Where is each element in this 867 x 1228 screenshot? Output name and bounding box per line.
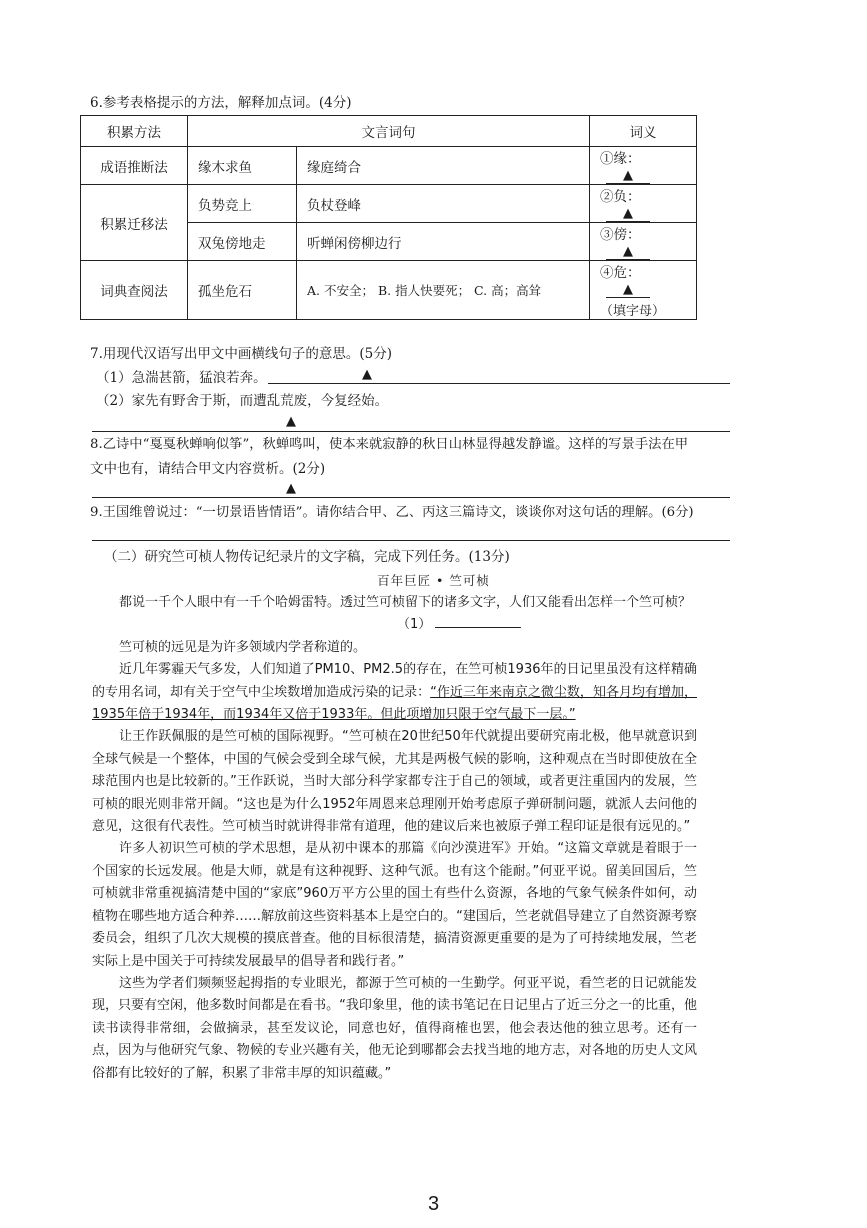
blank-line[interactable]	[435, 615, 521, 628]
answer-mark: ▲	[286, 481, 296, 496]
table-row	[81, 147, 697, 185]
header-method: 积累方法	[81, 116, 188, 147]
q6-prompt: 6.参考表格提示的方法，解释加点词。(4分)	[90, 95, 352, 111]
q7-item-1: （1）急湍甚箭，猛浪若奔。	[96, 370, 267, 386]
answer-blank[interactable]: ▲	[606, 168, 650, 184]
blank-label: （1）	[397, 617, 432, 633]
header-sentence: 文言词句	[188, 116, 590, 147]
q8-prompt-line1: 8.乙诗中“戛戛秋蝉响似筝”，秋蝉鸣叫，使本来就寂静的秋日山林显得越发静谧。这样的写景手法在甲	[90, 437, 689, 452]
method-cell: 成语推断法	[81, 147, 188, 185]
sentence-cell: 负杖登峰	[297, 185, 590, 223]
answer-blank[interactable]: ▲	[606, 282, 650, 298]
q6-table	[80, 115, 697, 320]
paragraph-text: 近几年雾霾天气多发，人们知道了PM10、PM2.5的存在，在竺可桢1936年的日记里虽没有这样精确的专用名词，却有关于空气中尘埃数增加造成污染的记录：	[92, 662, 697, 700]
answer-line[interactable]	[92, 431, 730, 432]
q7-item-2: （2）家先有野舍于斯，而遭乱荒废，今复经始。	[96, 393, 389, 409]
answer-line[interactable]	[268, 383, 730, 384]
answer-cell	[590, 261, 697, 320]
answer-label: ②负：	[600, 189, 641, 205]
answer-line[interactable]	[92, 540, 730, 541]
underlined-quote: “作近三年来南京之微尘数，知各月均有增加，1935年倍于1934年，而1934年又倍于1933年。但此项增加只限于空气最下一层。”	[92, 684, 697, 723]
answer-label: ①缘：	[600, 151, 641, 167]
answer-cell	[590, 147, 697, 185]
paragraph	[92, 659, 697, 726]
phrase-cell: 缘木求鱼	[188, 147, 297, 185]
answer-blank[interactable]: ▲	[606, 244, 650, 260]
sentence-cell: 听蝉闲傍柳边行	[297, 223, 590, 261]
method-cell: 积累迁移法	[81, 185, 188, 261]
answer-blank[interactable]: ▲	[606, 206, 650, 222]
answer-mark: ▲	[362, 367, 372, 382]
header-meaning: 词义	[590, 116, 697, 147]
intro-paragraph: 都说一千个人眼中有一千个哈姆雷特。透过竺可桢留下的诸多文字，人们又能看出怎样一个竺可桢？	[119, 595, 692, 610]
answer-label: ③傍：	[600, 227, 641, 243]
answer-hint: （填字母）	[600, 304, 666, 319]
answer-cell	[590, 185, 697, 223]
article-body	[92, 592, 697, 1085]
q8-prompt-line2: 文中也有，请结合甲文内容赏析。(2分)	[90, 461, 326, 477]
phrase-cell: 孤坐危石	[188, 261, 297, 320]
paragraph: 竺可桢的远见是为许多领域内学者称道的。	[119, 639, 367, 655]
table-row	[81, 261, 697, 320]
section2-heading: （二）研究竺可桢人物传记纪录片的文字稿，完成下列任务。(13分)	[104, 549, 510, 565]
sentence-cell: 缘庭绮合	[297, 147, 590, 185]
q9-prompt: 9.王国维曾说过：“一切景语皆情语”。请你结合甲、乙、丙这三篇诗文，谈谈你对这句话的理解。(6分)	[90, 505, 694, 520]
answer-line[interactable]	[92, 497, 730, 498]
phrase-cell: 双兔傍地走	[188, 223, 297, 261]
paragraph: 让王作跃佩服的是竺可桢的国际视野。“竺可桢在20世纪50年代就提出要研究南北极，他早就意识到全球气候是一个整体，中国的气候会受到全球气候，尤其是两极气候的影响，这种观点在当时即使放在全球范围内也是比较新的。”王作跃说，当时大部分科学家都专注于自己的领域，或者更注重国内的发展，竺可桢的眼光则非常开阔。“这也是为什么1952年周恩来总理刚开始考虑原子弹研制问题，就派人去问他的意见，这很有代表性。竺可桢当时就讲得非常有道理，他的建议后来也被原子弹工程印证是很有远见的。”	[92, 729, 697, 835]
answer-label: ④危：	[600, 265, 641, 281]
answer-mark: ▲	[286, 414, 296, 429]
paragraph: 许多人初识竺可桢的学术思想，是从初中课本的那篇《向沙漠进军》开始。“这篇文章就是着眼于一个国家的长远发展。他是大师，就是有这种视野、这种气派。也有这个能耐。”何亚平说。留美回国后，竺可桢就非常重视搞清楚中国的“家底”960万平方公里的国土有些什么资源，各地的气象气候条件如何，动植物在哪些地方适合种养……解放前这些资料基本上是空白的。“建国后，竺老就倡导建立了自然资源考察委员会，组织了几次大规模的摸底普查。他的目标很清楚，搞清资源更重要的是为了可持续地发展，竺老实际上是中国关于可持续发展最早的倡导者和践行者。”	[92, 841, 697, 969]
table-row	[81, 185, 697, 223]
q7-prompt: 7.用现代汉语写出甲文中画横线句子的意思。(5分)	[90, 346, 393, 362]
phrase-cell: 负势竞上	[188, 185, 297, 223]
article-title: 百年巨匠 • 竺可桢	[377, 573, 490, 588]
answer-cell	[590, 223, 697, 261]
paragraph: 这些为学者们频频竖起拇指的专业眼光，都源于竺可桢的一生勤学。何亚平说，看竺老的日记就能发现，只要有空闲，他多数时间都是在看书。“我印象里，他的读书笔记在日记里占了近三分之一的比重，他读书读得非常细，会做摘录，甚至发议论，同意也好，值得商榷也罢，他会表达他的独立思考。还有一点，因为与他研究气象、物候的专业兴趣有关，他无论到哪都会去找当地的地方志，对各地的历史人文风俗都有比较好的了解，积累了非常丰厚的知识蕴藏。”	[92, 975, 697, 1081]
table-header-row	[81, 116, 697, 147]
method-cell: 词典查阅法	[81, 261, 188, 320]
page-number: 3	[427, 1193, 440, 1215]
sentence-cell: A. 不安全； B. 指人快要死； C. 高；高耸	[297, 261, 590, 320]
blank-item	[92, 614, 697, 636]
